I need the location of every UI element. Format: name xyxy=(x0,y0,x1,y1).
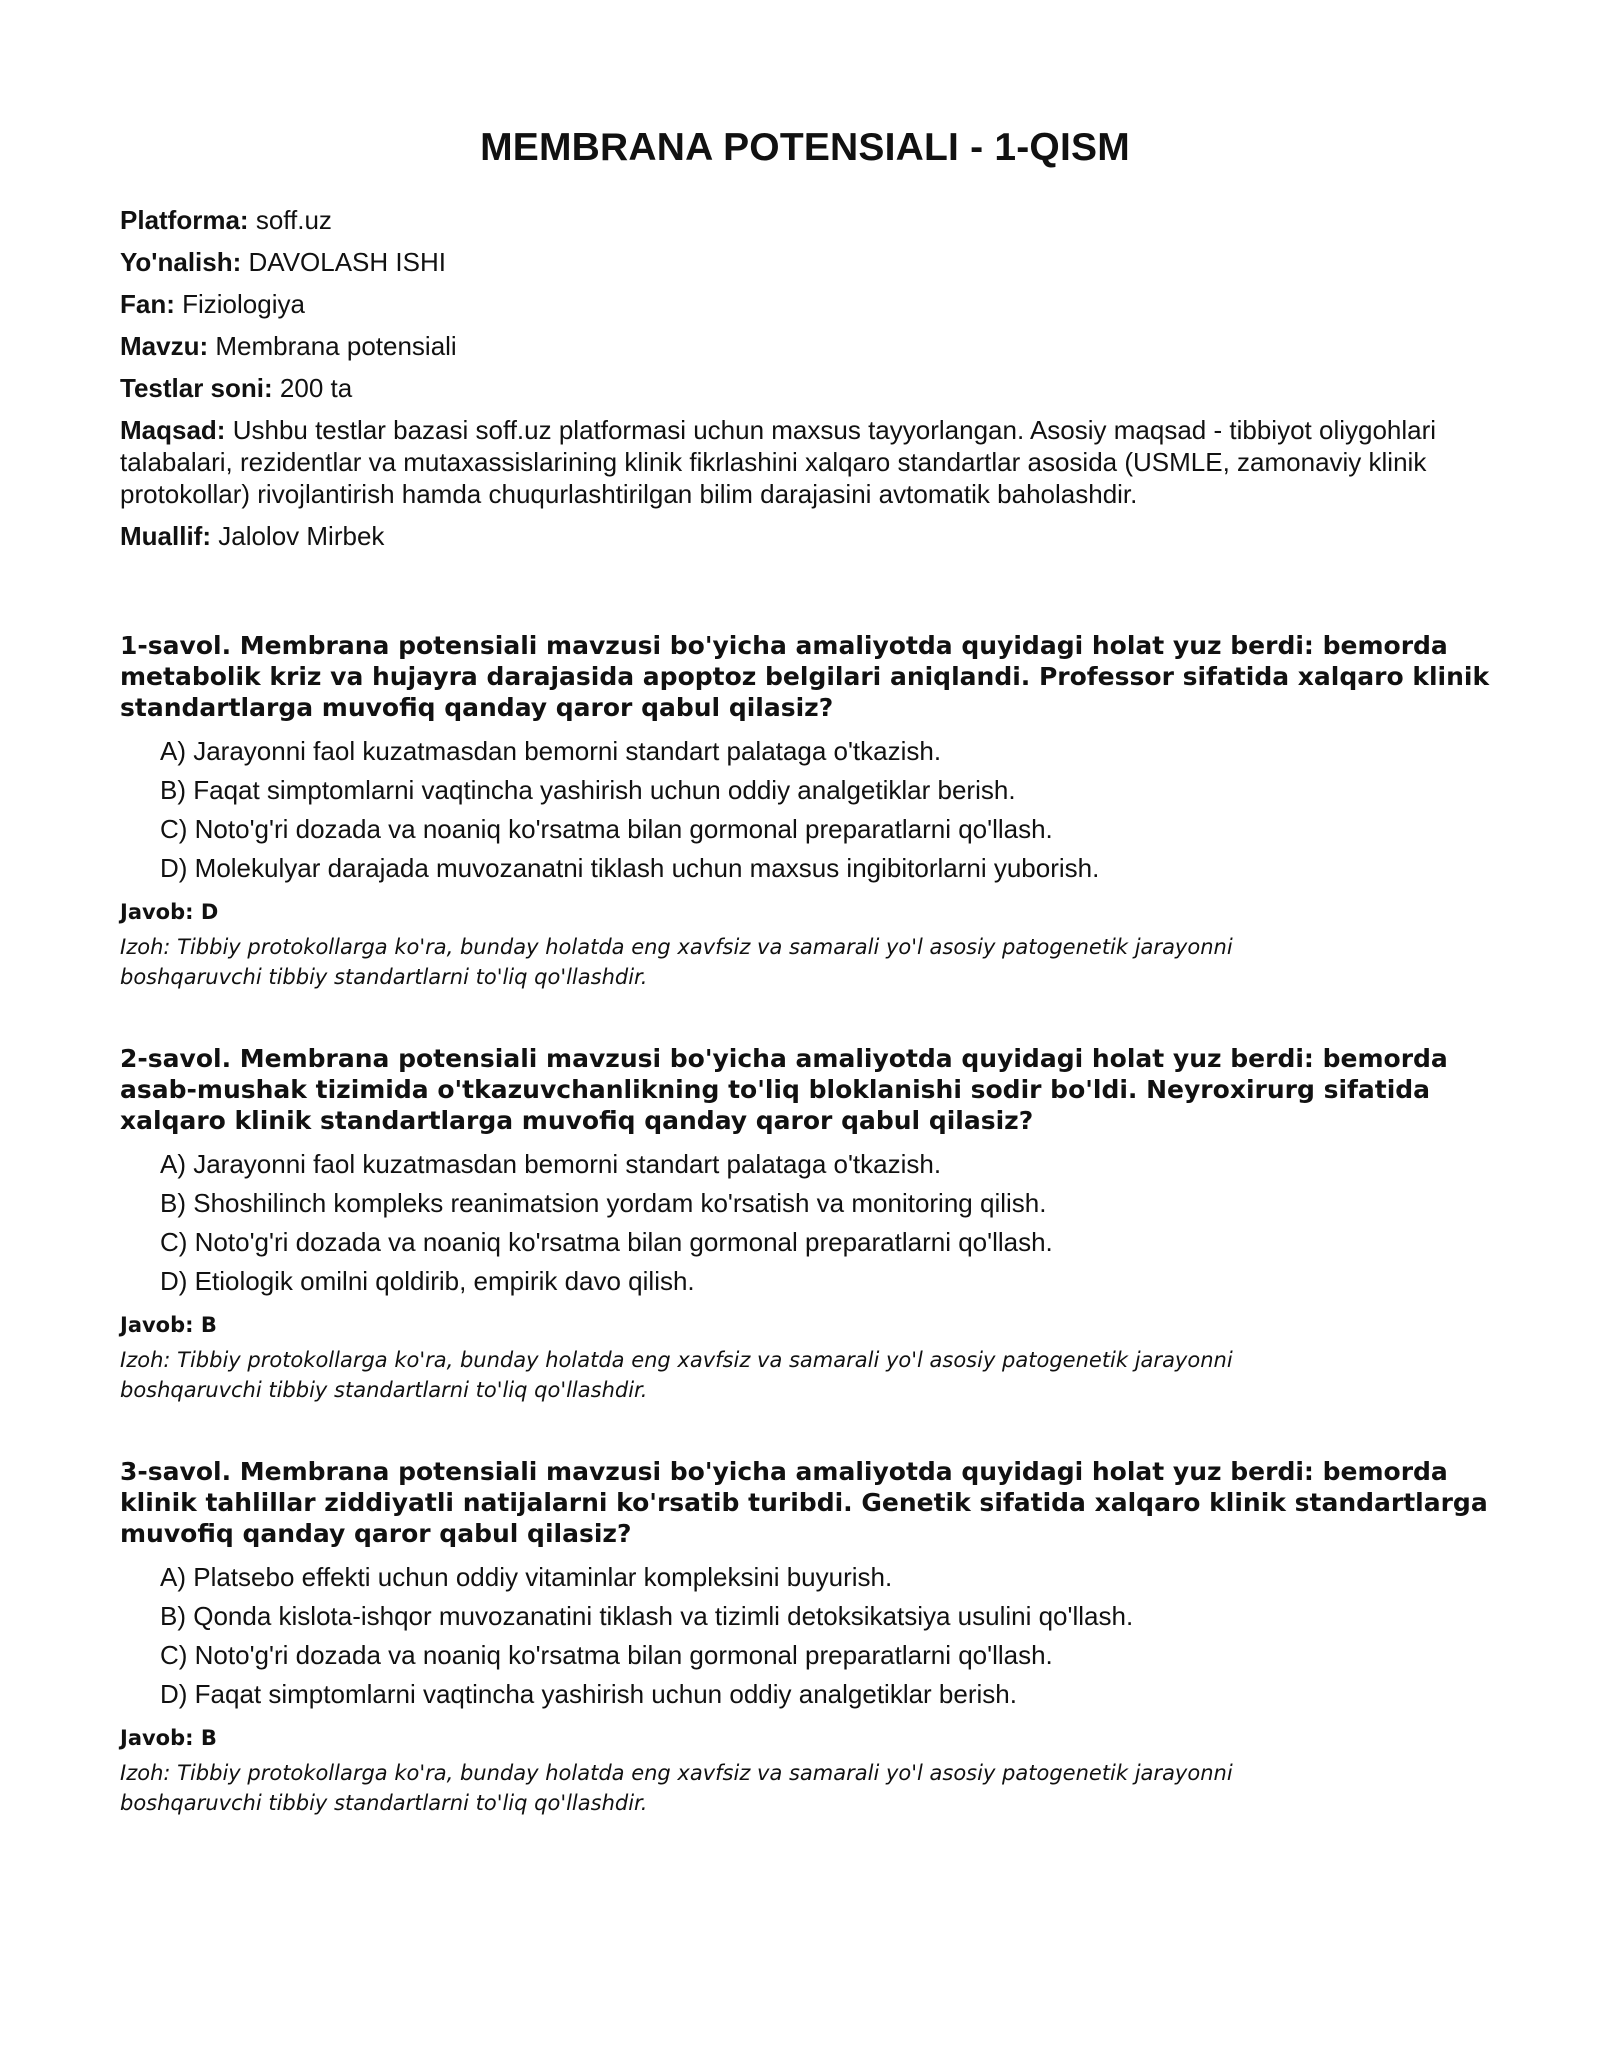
answer-explanation: Izoh: Tibbiy protokollarga ko'ra, bunday holatda eng xavfsiz va samarali yo'l asosiy patogenetik jarayonni boshqaruvchi tibbiy standartlarni to'liq qo'llashdir. xyxy=(120,1348,1233,1402)
option-a: A) Platsebo effekti uchun oddiy vitaminlar kompleksini buyurish. xyxy=(160,1562,893,1592)
meta-label: Testlar soni: xyxy=(120,373,273,403)
meta-test-count xyxy=(120,372,1490,404)
meta-value: soff.uz xyxy=(255,205,332,235)
option-c: C) Noto'g'ri dozada va noaniq ko'rsatma bilan gormonal preparatlarni qo'llash. xyxy=(160,814,1053,844)
answer-options xyxy=(120,1148,1490,1297)
option-d: D) Molekulyar darajada muvozanatni tiklash uchun maxsus ingibitorlarni yuborish. xyxy=(160,853,1100,883)
question-list xyxy=(120,630,1490,1818)
meta-purpose xyxy=(120,414,1490,510)
meta-value: Jalolov Mirbek xyxy=(218,521,385,551)
option-a: A) Jarayonni faol kuzatmasdan bemorni standart palataga o'tkazish. xyxy=(160,736,942,766)
meta-label: Mavzu: xyxy=(120,331,209,361)
meta-value: Fiziologiya xyxy=(182,289,305,319)
meta-value: 200 ta xyxy=(279,373,353,403)
document-page xyxy=(120,120,1490,1869)
meta-label: Muallif: xyxy=(120,521,211,551)
option-b: B) Faqat simptomlarni vaqtincha yashirish uchun oddiy analgetiklar berish. xyxy=(160,775,1016,805)
question-3 xyxy=(120,1456,1490,1818)
meta-direction xyxy=(120,246,1490,278)
question-text: 1-savol. Membrana potensiali mavzusi bo'yicha amaliyotda quyidagi holat yuz berdi: bemorda metabolik kriz va hujayra darajasida apoptoz belgilari aniqlandi. Professor sifatida xalqaro klinik standartlarga muvofiq qanday qaror qabul qilasiz? xyxy=(120,631,1490,722)
correct-answer: Javob: D xyxy=(120,900,219,924)
meta-label: Maqsad: xyxy=(120,415,226,445)
meta-label: Yo'nalish: xyxy=(120,247,242,277)
option-b: B) Shoshilinch kompleks reanimatsion yordam ko'rsatish va monitoring qilish. xyxy=(160,1188,1047,1218)
meta-subject xyxy=(120,288,1490,320)
answer-explanation: Izoh: Tibbiy protokollarga ko'ra, bunday holatda eng xavfsiz va samarali yo'l asosiy patogenetik jarayonni boshqaruvchi tibbiy standartlarni to'liq qo'llashdir. xyxy=(120,935,1233,989)
option-d: D) Faqat simptomlarni vaqtincha yashirish uchun oddiy analgetiklar berish. xyxy=(160,1679,1017,1709)
document-meta xyxy=(120,204,1490,552)
answer-explanation: Izoh: Tibbiy protokollarga ko'ra, bunday holatda eng xavfsiz va samarali yo'l asosiy patogenetik jarayonni boshqaruvchi tibbiy standartlarni to'liq qo'llashdir. xyxy=(120,1761,1233,1815)
correct-answer: Javob: B xyxy=(120,1313,217,1337)
question-text: 2-savol. Membrana potensiali mavzusi bo'yicha amaliyotda quyidagi holat yuz berdi: bemorda asab-mushak tizimida o'tkazuvchanlikning to'liq bloklanishi sodir bo'ldi. Neyroxirurg sifatida xalqaro klinik standartlarga muvofiq qanday qaror qabul qilasiz? xyxy=(120,1044,1448,1135)
meta-label: Fan: xyxy=(120,289,175,319)
question-text: 3-savol. Membrana potensiali mavzusi bo'yicha amaliyotda quyidagi holat yuz berdi: bemorda klinik tahlillar ziddiyatli natijalarni ko'rsatib turibdi. Genetik sifatida xalqaro klinik standartlarga muvofiq qanday qaror qabul qilasiz? xyxy=(120,1457,1488,1548)
correct-answer: Javob: B xyxy=(120,1726,217,1750)
meta-value: Ushbu testlar bazasi soff.uz platformasi uchun maxsus tayyorlangan. Asosiy maqsad - tibbiyot oliygohlari talabalari, rezidentlar va mutaxassislarining klinik fikrlashini xalqaro standartlar asosida (USMLE, zamonaviy klinik protokollar) rivojlantirish hamda chuqurlashtirilgan bilim darajasini avtomatik baholashdir. xyxy=(120,415,1437,509)
option-d: D) Etiologik omilni qoldirib, empirik davo qilish. xyxy=(160,1266,695,1296)
meta-label: Platforma: xyxy=(120,205,249,235)
option-c: C) Noto'g'ri dozada va noaniq ko'rsatma bilan gormonal preparatlarni qo'llash. xyxy=(160,1640,1053,1670)
meta-author xyxy=(120,520,1490,552)
answer-options xyxy=(120,1561,1490,1710)
meta-value: Membrana potensiali xyxy=(215,331,457,361)
option-a: A) Jarayonni faol kuzatmasdan bemorni standart palataga o'tkazish. xyxy=(160,1149,942,1179)
question-1 xyxy=(120,630,1490,992)
option-b: B) Qonda kislota-ishqor muvozanatini tiklash va tizimli detoksikatsiya usulini qo'llash. xyxy=(160,1601,1134,1631)
option-c: C) Noto'g'ri dozada va noaniq ko'rsatma bilan gormonal preparatlarni qo'llash. xyxy=(160,1227,1053,1257)
question-2 xyxy=(120,1043,1490,1405)
meta-platform xyxy=(120,204,1490,236)
document-title: MEMBRANA POTENSIALI - 1-QISM xyxy=(480,126,1130,169)
meta-value: DAVOLASH ISHI xyxy=(248,247,446,277)
meta-topic xyxy=(120,330,1490,362)
answer-options xyxy=(120,735,1490,884)
